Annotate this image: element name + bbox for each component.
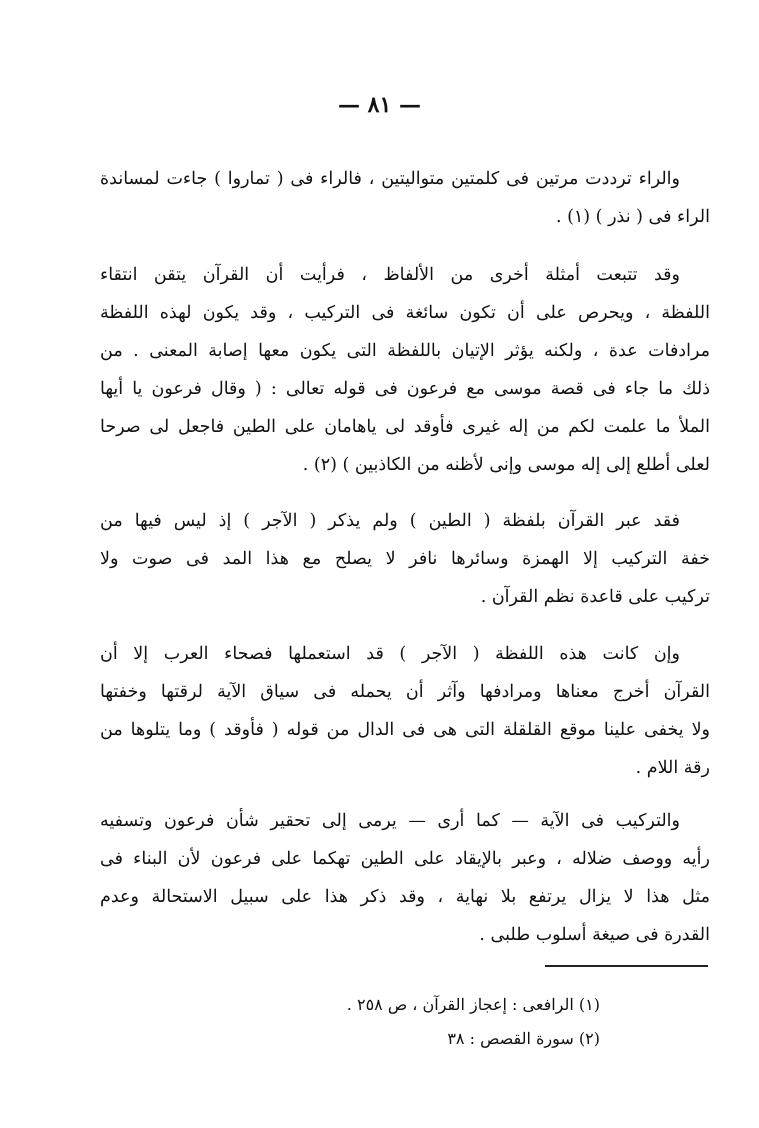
text-line: اللفظة ، ويحرص على أن تكون سائغة فى التركيب ، وقد يكون لهذه اللفظة (100, 303, 710, 323)
footnotes (200, 988, 600, 1056)
text-line: مرادفات عدة ، ولكنه يؤثر الإتيان باللفظة التى يكون معها إصابة المعنى . من (100, 341, 710, 361)
page-number: — ٨١ — (338, 92, 421, 118)
text-line: رأيه ووصف ضلاله ، وعبر بالإيقاد على الطين تهكما على فرعون لأن البناء فى (100, 849, 710, 869)
text-line: تركيب على قاعدة نظم القرآن . (480, 587, 710, 607)
footnote-1: (١) الرافعى : إعجاز القرآن ، ص ٢٥٨ . (346, 995, 600, 1014)
text-line: القدرة فى صيغة أسلوب طلبى . (479, 925, 710, 945)
text-line: القرآن أخرج معناها ومرادفها وآثر أن يحمله فى سياق الآية لرقتها وخفتها (100, 682, 710, 702)
paragraph-1 (100, 160, 710, 236)
text-line: خفة التركيب إلا الهمزة وسائرها نافر لا يصلح مع هذا المد فى صوت ولا (100, 549, 710, 569)
text-line: ذلك ما جاء فى قصة موسى مع فرعون فى قوله تعالى : ( وقال فرعون يا أيها (100, 379, 710, 399)
text-line: لعلى أطلع إلى إله موسى وإنى لأظنه من الكاذبين ) (٢) . (302, 455, 710, 475)
text-line: الملأ ما علمت لكم من إله غيرى فأوقد لى ياهامان على الطين فاجعل لى صرحا (100, 417, 710, 437)
paragraph-5 (100, 802, 710, 954)
text-line: رقة اللام . (635, 758, 710, 778)
text-line: الراء فى ( نذر ) (١) . (555, 207, 710, 227)
text-line: والتركيب فى الآية — كما أرى — يرمى إلى تحقير شأن فرعون وتسفيه (100, 811, 680, 831)
text-line: فقد عبر القرآن بلفظة ( الطين ) ولم يذكر ( الآجر ) إذ ليس فيها من (100, 511, 680, 531)
paragraph-2 (100, 256, 710, 484)
text-line: مثل هذا لا يزال يرتفع بلا نهاية ، وقد ذكر هذا على سبيل الاستحالة وعدم (100, 887, 710, 907)
text-line: والراء ترددت مرتين فى كلمتين متواليتين ، فالراء فى ( تماروا ) جاءت لمساندة (100, 169, 680, 189)
text-line: ولا يخفى علينا موقع القلقلة التى هى فى الدال من قوله ( فأوقد ) وما يتلوها من (100, 720, 710, 740)
paragraph-3 (100, 502, 710, 616)
text-line: وقد تتبعت أمثلة أخرى من الألفاظ ، فرأيت أن القرآن يتقن انتقاء (100, 265, 680, 285)
text-line: وإن كانت هذه اللفظة ( الآجر ) قد استعملها فصحاء العرب إلا أن (100, 644, 680, 664)
footnote-divider (545, 965, 708, 967)
paragraph-4 (100, 635, 710, 787)
footnote-2: (٢) سورة القصص : ٣٨ (447, 1029, 600, 1048)
